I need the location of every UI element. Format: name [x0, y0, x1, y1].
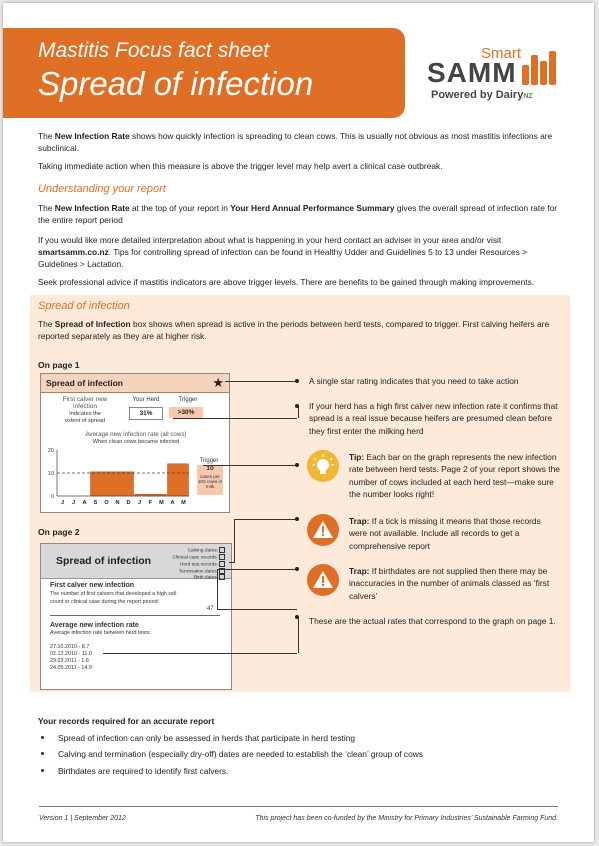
note-first-calver: If your herd has a high first calver new infection rate it confirms that spread is a real issue because heifers are presumed clean before they first enter the milking herd	[309, 401, 558, 436]
fc-value: 47	[207, 606, 214, 612]
first-calver-title: First calver new infection	[62, 396, 108, 410]
on-page-2-label: On page 2	[38, 527, 80, 537]
your-herd-label: Your Herd	[132, 397, 160, 403]
connector-dot	[295, 517, 299, 521]
understanding-paragraph-3: Seek professional advice if mastitis indicators are above trigger levels. There are benefits to be gained through making improvements.	[38, 277, 535, 287]
chart-bar	[168, 464, 189, 496]
connector-line	[234, 519, 235, 562]
warning-icon	[307, 514, 339, 546]
trigger-label: Trigger	[178, 397, 198, 403]
chart-trigger-box	[197, 465, 223, 495]
connector-line	[229, 562, 235, 563]
lightbulb-icon	[307, 450, 339, 482]
y-tick-label: 10	[47, 471, 54, 477]
note-trap-missing-tick: Trap: If a tick is missing it means that those records were not available. Include all records to get a comprehensive report	[349, 516, 541, 551]
x-tick-label: A	[82, 500, 87, 506]
y-tick-label: 20	[47, 448, 54, 454]
connector-line	[234, 519, 297, 520]
page2-spread-box	[40, 543, 232, 690]
check-herd-test-records: Herd test records:	[172, 561, 225, 568]
understanding-paragraph-1: The New Infection Rate at the top of your report in Your Herd Annual Performance Summary gives the overall spread of infection rate for the entire report period	[38, 203, 558, 225]
connector-line	[173, 418, 297, 419]
note-actual-rates: These are the actual rates that correspond to the graph on page 1.	[309, 616, 556, 626]
x-tick-label: D	[126, 500, 131, 506]
page-title: Spread of infection	[38, 65, 314, 102]
page2-box-header	[41, 544, 231, 579]
trigger-value: >30%	[169, 407, 203, 418]
x-tick-label: N	[115, 500, 120, 506]
chart-bar	[91, 472, 134, 496]
page2-box-title: Spread of infection	[56, 555, 152, 567]
chart-trigger-label: Trigger	[199, 458, 219, 464]
understanding-heading: Understanding your report	[38, 183, 166, 195]
star-rating-icon: ★	[212, 375, 224, 390]
connector-dot	[295, 404, 299, 408]
sheet-series-title: Mastitis Focus fact sheet	[38, 39, 270, 62]
page1-box-header	[41, 374, 229, 393]
x-tick-label: A	[170, 500, 175, 506]
check-calving-dates: Calving dates:	[172, 547, 225, 554]
rate-row: 27.10.2010 - 8.7	[50, 644, 90, 650]
connector-line	[225, 381, 297, 382]
intro-paragraph-2: Taking immediate action when this measure is above the trigger level may help avert a clinical case outbreak.	[38, 161, 443, 171]
page1-spread-box	[40, 373, 230, 513]
x-tick-label: J	[71, 500, 76, 506]
x-tick-label: F	[148, 500, 153, 506]
chart-trigger-note: cases per 100 cows in milk	[197, 474, 223, 490]
connector-dot	[295, 379, 299, 383]
page1-box-title: Spread of infection	[46, 378, 123, 388]
footer-funding: This project has been co-funded by the Ministry for Primary Industries’ Sustainable Farming Fund.	[255, 815, 558, 822]
chart-subtitle: When clean cows became infected	[92, 439, 180, 445]
connector-line	[217, 569, 218, 609]
first-calver-subtitle: Indicates the extent of spread	[64, 411, 106, 424]
avg-description: Average infection rate between herd tests:	[50, 630, 151, 636]
check-clinical-records: Clinical case records:	[172, 554, 225, 561]
logo-smart-text: Smart	[481, 45, 522, 62]
records-heading: Your records required for an accurate report	[38, 716, 215, 726]
chart-title: Average new infection rate (all cows)	[85, 431, 187, 438]
connector-line	[298, 617, 299, 653]
intro-paragraph-1: The New Infection Rate shows how quickly infection is spreading to clean cows. This is usually not obvious as most mastitis infections are subclinical.	[38, 131, 553, 153]
connector-line	[217, 609, 297, 610]
logo-powered-by: Powered by DairyNZ	[431, 89, 533, 101]
chart-trigger-value: 10	[206, 465, 214, 472]
note-trap-birthdates: Trap: If birthdates are not supplied then there may be inaccuracies in the number of animals classed as ‘first calvers’	[349, 566, 550, 601]
x-tick-label: S	[93, 500, 98, 506]
fact-sheet-page: Mastitis Focus fact sheet Spread of infection Smart SAMM Powered by DairyNZ The New Infection Rate shows how quickly infection is spreading to clean cows. This is usually not obvious as most mastitis infections are subclinical. Taking immediate action when this measure is above the trigger level may help avert a clinical case outbreak. Understanding your report The New Infection Rate at the top of your report in Your Herd Annual Performance Summary gives the overall spread of infection rate for the entire report period If you would like more detailed interpretation about what is happening in your herd contact an adviser in your area and/or visit smartsamm.co.nz. Tips for controlling spread of infection can be found in Healthy Udder and Guidelines 5 to 13 under Resources > Guidelines > Lactation. Seek professional advice if mastitis indicators are above trigger levels. There are benefits to be gained through making improvements. Spread of infection The Spread of Infection box shows when spread is active in the periods between herd tests, compared to trigger. First calving heifers are reported separately as they are at higher risk. On page 1 Spread of infection ★ First calver new infection Indicates the extent of spread Your Herd Trigger 31% >30% Average new infection rate (all cows) When clean cows became infected 0 10 20 J J A S O N D J F M A M Trigger 10 cases per 100 cows in milk On page 2 Spread of infection Calving dates: Clinical case records: Herd test records: Termination dates: Birth dates: First calver new infection The number of first calvers that developed a high cell count or clinical case during the report period: 47 Average new infection rate Average infection rate between herd tests: 27.10.2010 - 8.7 02.12.2010 - 11.0 29.03.2011 - 1.6 24.05.2011 - 14.9 A single star rating indicates that you need to take action If your herd has a high first calver new infection rate it confirms that spread is a real issue because heifers are presumed clean before they first enter the milking herd Tip: Each bar on the graph represents the new infection rate between herd tests. Page 2 of your report shows the number of cows included at each herd test—make sure the number looks right! Trap: If a tick is missing it means that those records were not available. Include all records to get a comprehensive report Trap: If birthdates are not supplied then there may be inaccuracies in the number of animals classed as ‘first calvers’ These are the actual rates that correspond to the graph on page 1. Your records required for an accurate report Spread of infection can only be assessed in herds that participate in herd testing Calving and termination (especially dry-off) dates are needed to establish the ‘clean’ group of cows Birthdates are required to identify first calvers. Version 1 | September 2012 This project has been co-funded by the Ministry for Primary Industries’ Sustainable Farming Fund.	[3, 3, 594, 842]
your-herd-value: 31%	[129, 407, 163, 420]
x-tick-label: J	[137, 500, 142, 506]
spread-paragraph: The Spread of Infection box shows when spread is active in the periods between herd tests, compared to trigger. First calving heifers are reported separately as they are at higher risk.	[38, 319, 550, 341]
connector-line	[203, 465, 297, 466]
check-birth-dates: Birth dates:	[172, 574, 225, 581]
x-tick-label: M	[159, 500, 164, 506]
footer-divider	[39, 806, 558, 807]
footer-version: Version 1 | September 2012	[39, 815, 126, 822]
fc-underline	[50, 615, 220, 616]
rate-row: 29.03.2011 - 1.6	[50, 658, 89, 664]
title-banner	[3, 28, 405, 118]
note-tip: Tip: Each bar on the graph represents the new infection rate between herd tests. Page 2 of your report shows the number of cows included at each herd test—make sure the number looks right!	[349, 452, 560, 500]
check-termination-dates: Termination dates:	[172, 568, 225, 575]
understanding-paragraph-2: If you would like more detailed interpretation about what is happening in your herd contact an adviser in your area and/or visit smartsamm.co.nz. Tips for controlling spread of infection can be found in Healthy Udder and Guidelines 5 to 13 under Resources > Guidelines > Lactation.	[38, 235, 528, 269]
logo-bars-icon	[522, 49, 562, 85]
rate-row: 02.12.2010 - 11.0	[50, 651, 92, 657]
connector-line	[103, 653, 297, 654]
y-tick-label: 0	[50, 494, 54, 500]
logo-samm-text: SAMM	[427, 57, 517, 88]
connector-dot	[295, 463, 299, 467]
avg-title: Average new infection rate	[50, 622, 139, 629]
connector-dot	[295, 567, 299, 571]
spread-heading: Spread of infection	[38, 300, 130, 312]
note-star-rating: A single star rating indicates that you need to take action	[309, 376, 519, 386]
on-page-1-label: On page 1	[38, 360, 80, 370]
warning-icon	[307, 564, 339, 596]
connector-dot	[295, 615, 299, 619]
x-tick-label: M	[181, 500, 186, 506]
connector-line	[298, 406, 299, 418]
fc-title: First calver new infection	[50, 582, 135, 589]
fc-description: The number of first calvers that developed a high cell count or clinical case during the report period:	[50, 591, 177, 605]
x-tick-label: O	[104, 500, 109, 506]
connector-line	[217, 569, 297, 570]
smartsamm-logo	[421, 41, 591, 111]
x-tick-label: J	[60, 500, 65, 506]
rate-row: 24.05.2011 - 14.9	[50, 665, 92, 671]
